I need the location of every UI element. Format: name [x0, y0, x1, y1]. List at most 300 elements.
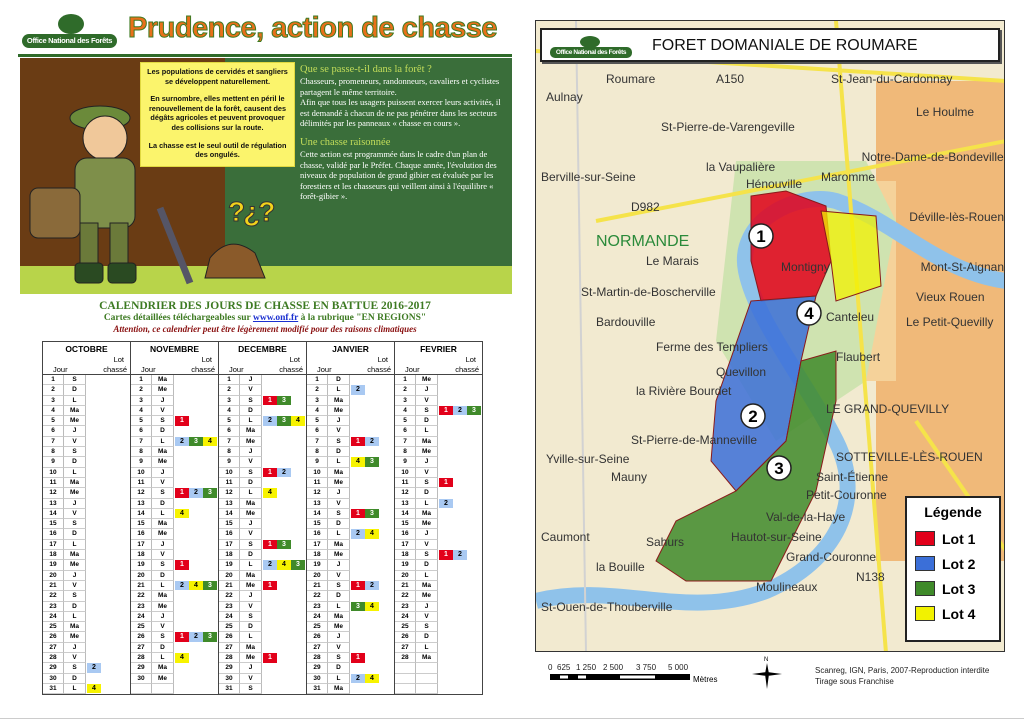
table-row [307, 591, 394, 601]
lots-hunted [174, 550, 218, 560]
weekday: Me [240, 653, 262, 663]
day-number: 28 [307, 653, 328, 663]
lots-hunted [174, 499, 218, 509]
weekday: J [416, 385, 438, 395]
weekday: D [328, 447, 350, 457]
weekday: S [240, 468, 262, 478]
lots-hunted [438, 406, 482, 416]
table-row [307, 653, 394, 663]
weekday: J [152, 396, 174, 406]
map-credits [815, 665, 989, 687]
credit-line: Tirage sous Franchise [815, 677, 894, 686]
day-number: 25 [395, 622, 416, 632]
table-row [43, 622, 130, 632]
day-number: 1 [43, 375, 64, 385]
table-row [395, 663, 482, 673]
day-number: 14 [219, 509, 240, 519]
lots-hunted [350, 560, 394, 570]
day-number: 8 [395, 447, 416, 457]
weekday: D [64, 385, 86, 395]
day-number: 3 [307, 396, 328, 406]
day-number: 24 [307, 612, 328, 622]
table-row [395, 437, 482, 447]
table-row [131, 612, 218, 622]
lots-hunted [350, 468, 394, 478]
table-row [219, 529, 306, 539]
weekday: S [152, 560, 174, 570]
table-row [395, 571, 482, 581]
divider [0, 718, 1024, 719]
day-number: 12 [395, 488, 416, 498]
lots-hunted [174, 643, 218, 653]
day-number: 22 [43, 591, 64, 601]
table-row [219, 643, 306, 653]
weekday: Me [240, 509, 262, 519]
day-number: 21 [131, 581, 152, 591]
table-row [307, 406, 394, 416]
lots-hunted [350, 632, 394, 642]
weekday: Ma [152, 375, 174, 385]
lot-1-badge: 1 [263, 540, 277, 550]
table-row [43, 591, 130, 601]
weekday: S [64, 447, 86, 457]
table-row [307, 385, 394, 395]
day-number: 9 [219, 457, 240, 467]
table-row [131, 540, 218, 550]
day-number: 14 [131, 509, 152, 519]
weekday: L [64, 612, 86, 622]
lot-2-badge: 2 [189, 632, 203, 642]
day-number: 15 [307, 519, 328, 529]
lots-hunted [174, 602, 218, 612]
lots-hunted [350, 684, 394, 694]
lots-hunted [262, 550, 306, 560]
table-row [395, 612, 482, 622]
day-number: 9 [43, 457, 64, 467]
table-row [307, 375, 394, 385]
lot-1-badge: 1 [263, 581, 277, 591]
table-row [395, 385, 482, 395]
col-lot: Lot [113, 355, 124, 364]
day-number: 4 [43, 406, 64, 416]
table-row [307, 519, 394, 529]
table-row [307, 478, 394, 488]
table-row [43, 632, 130, 642]
lot-4-badge: 4 [175, 653, 189, 663]
lots-hunted [86, 406, 130, 416]
weekday: S [416, 406, 438, 416]
weekday: L [64, 468, 86, 478]
lot-2-badge: 2 [175, 581, 189, 591]
table-row [307, 457, 394, 467]
lot-4-marker[interactable] [797, 301, 821, 325]
day-number: 17 [131, 540, 152, 550]
lots-hunted [86, 396, 130, 406]
scale-bar [548, 660, 748, 700]
lot-3-badge: 3 [467, 406, 481, 416]
col-chasse: chassé [103, 365, 127, 374]
weekday: D [240, 622, 262, 632]
col-jour: Jour [53, 365, 68, 374]
table-row [43, 385, 130, 395]
lots-hunted [438, 478, 482, 488]
day-number: 23 [307, 602, 328, 612]
month-name: FEVRIER [420, 344, 457, 354]
day-number: 12 [43, 488, 64, 498]
weekday: J [416, 529, 438, 539]
day-number: 20 [219, 571, 240, 581]
lots-hunted [174, 674, 218, 684]
day-number: 9 [131, 457, 152, 467]
day-number: 29 [131, 663, 152, 673]
lot-3-badge: 3 [203, 581, 217, 591]
weekday: V [240, 602, 262, 612]
day-number: 6 [307, 426, 328, 436]
table-row [307, 632, 394, 642]
day-number: 3 [43, 396, 64, 406]
month-header [43, 342, 130, 375]
table-row [307, 468, 394, 478]
day-number: 2 [307, 385, 328, 395]
day-number: 17 [307, 540, 328, 550]
legend-item [915, 576, 991, 601]
weekday: L [240, 632, 262, 642]
lots-hunted [262, 478, 306, 488]
lots-hunted [350, 447, 394, 457]
day-number: 13 [43, 499, 64, 509]
weekday: D [152, 499, 174, 509]
lots-hunted [174, 488, 218, 498]
table-row [395, 499, 482, 509]
table-row [395, 602, 482, 612]
weekday: J [64, 643, 86, 653]
lot-3-marker[interactable] [767, 456, 791, 480]
table-row [395, 396, 482, 406]
weekday: J [240, 663, 262, 673]
lots-hunted [350, 602, 394, 612]
weekday: Ma [152, 519, 174, 529]
info-text [300, 64, 510, 210]
lots-hunted [174, 519, 218, 529]
legend-title: Légende [924, 504, 982, 520]
table-row [219, 416, 306, 426]
weekday: D [328, 519, 350, 529]
lots-hunted [350, 457, 394, 467]
lot-4-badge: 4 [189, 581, 203, 591]
lots-hunted [86, 653, 130, 663]
lots-hunted [438, 416, 482, 426]
day-number: 5 [219, 416, 240, 426]
place-label: la Bouille [596, 560, 645, 574]
weekday: V [64, 653, 86, 663]
day-number: 28 [131, 653, 152, 663]
legend-label: Lot 4 [942, 605, 976, 622]
legend-swatch [915, 531, 935, 546]
weekday: D [416, 488, 438, 498]
weekday: J [240, 591, 262, 601]
onf-link[interactable]: www.onf.fr [252, 313, 299, 323]
lots-hunted [262, 612, 306, 622]
day-number: 23 [219, 602, 240, 612]
table-row [219, 602, 306, 612]
weekday: L [328, 674, 350, 684]
weekday: V [416, 612, 438, 622]
lots-hunted [262, 643, 306, 653]
lot-3-badge: 3 [203, 488, 217, 498]
lots-hunted [86, 478, 130, 488]
weekday: L [152, 437, 174, 447]
lots-hunted [350, 550, 394, 560]
table-row [219, 478, 306, 488]
weekday: L [416, 571, 438, 581]
weekday: D [240, 478, 262, 488]
day-number: 25 [131, 622, 152, 632]
table-row [43, 488, 130, 498]
day-number: 3 [395, 396, 416, 406]
col-jour: Jour [229, 365, 244, 374]
col-lot: Lot [201, 355, 212, 364]
day-number: 6 [131, 426, 152, 436]
weekday: S [328, 509, 350, 519]
lots-hunted [86, 643, 130, 653]
lot-2-badge: 2 [365, 437, 379, 447]
day-number: 4 [307, 406, 328, 416]
weekday: S [328, 581, 350, 591]
lots-hunted [86, 674, 130, 684]
lot-4-badge: 4 [365, 529, 379, 539]
lot-1-marker[interactable] [749, 224, 773, 248]
weekday: D [152, 426, 174, 436]
lot-2-badge: 2 [453, 406, 467, 416]
legend-item [915, 551, 991, 576]
day-number: 13 [395, 499, 416, 509]
place-label: Saint-Étienne [816, 470, 889, 484]
day-number [131, 684, 152, 694]
place-label: Montigny [781, 260, 830, 274]
lots-hunted [86, 375, 130, 385]
section-heading: Une chasse raisonnée [300, 136, 391, 148]
day-number: 8 [219, 447, 240, 457]
lot-1-badge: 1 [175, 416, 189, 426]
weekday: S [64, 591, 86, 601]
place-label: St-Ouen-de-Thouberville [541, 600, 673, 614]
weekday: L [416, 499, 438, 509]
day-number: 14 [395, 509, 416, 519]
table-row [131, 560, 218, 570]
lot-marker-label: 4 [804, 304, 814, 323]
day-number: 18 [131, 550, 152, 560]
weekday: L [328, 529, 350, 539]
lots-hunted [86, 602, 130, 612]
weekday: Ma [240, 643, 262, 653]
day-number: 22 [395, 591, 416, 601]
lots-hunted [350, 478, 394, 488]
place-label: Le Houlme [916, 105, 975, 119]
lots-hunted [86, 581, 130, 591]
table-row [131, 643, 218, 653]
table-row [43, 499, 130, 509]
scale-tick: 3 750 [636, 663, 657, 672]
lots-hunted [438, 396, 482, 406]
day-number: 6 [395, 426, 416, 436]
lot-2-badge: 2 [175, 437, 189, 447]
table-row [131, 478, 218, 488]
day-number [395, 663, 416, 673]
lots-hunted [438, 509, 482, 519]
place-label: Flaubert [836, 350, 881, 364]
table-row [395, 478, 482, 488]
lot-2-badge: 2 [453, 550, 467, 560]
calendar-subtitle: à la rubrique "EN REGIONS" [298, 313, 427, 323]
place-label: SOTTEVILLE-LÈS-ROUEN [836, 450, 983, 464]
weekday: V [328, 571, 350, 581]
weekday: V [416, 396, 438, 406]
table-row [219, 426, 306, 436]
lots-hunted [174, 457, 218, 467]
lots-hunted [350, 581, 394, 591]
day-number: 3 [219, 396, 240, 406]
lot-2-badge: 2 [263, 560, 277, 570]
table-row [219, 622, 306, 632]
lot-marker-label: 3 [774, 459, 784, 478]
day-number: 15 [43, 519, 64, 529]
weekday: V [240, 529, 262, 539]
lots-hunted [174, 437, 218, 447]
table-row [219, 560, 306, 570]
table-row [131, 457, 218, 467]
lot-2-badge: 2 [365, 581, 379, 591]
place-label: Hénouville [746, 177, 803, 191]
weekday: V [328, 499, 350, 509]
lot-3-badge: 3 [291, 560, 305, 570]
day-number: 1 [219, 375, 240, 385]
lot-2-badge: 2 [439, 499, 453, 509]
weekday: Me [152, 457, 174, 467]
weekday: V [152, 406, 174, 416]
lots-hunted [350, 643, 394, 653]
lots-hunted [262, 529, 306, 539]
day-number: 27 [219, 643, 240, 653]
lots-hunted [262, 499, 306, 509]
table-row [43, 406, 130, 416]
lot-3-badge: 3 [189, 437, 203, 447]
lot-1-badge: 1 [351, 509, 365, 519]
lots-hunted [86, 663, 130, 673]
day-number: 16 [131, 529, 152, 539]
table-row [43, 416, 130, 426]
weekday: J [328, 416, 350, 426]
lots-hunted [438, 581, 482, 591]
table-row [219, 509, 306, 519]
place-label: Le Marais [646, 254, 699, 268]
weekday: J [416, 457, 438, 467]
day-number: 1 [131, 375, 152, 385]
legend-swatch [915, 606, 935, 621]
day-number: 31 [43, 684, 64, 694]
lots-hunted [438, 519, 482, 529]
place-label: Grand-Couronne [786, 550, 877, 564]
lots-hunted [438, 529, 482, 539]
day-number: 19 [219, 560, 240, 570]
weekday: V [64, 437, 86, 447]
lots-hunted [350, 416, 394, 426]
table-row [131, 519, 218, 529]
weekday: Me [328, 622, 350, 632]
weekday [416, 663, 438, 673]
col-lot: Lot [377, 355, 388, 364]
place-label: Bardouville [596, 315, 656, 329]
place-label: Notre-Dame-de-Bondeville [861, 150, 1004, 164]
weekday: D [416, 416, 438, 426]
day-number [395, 674, 416, 684]
day-number: 23 [43, 602, 64, 612]
lots-hunted [438, 468, 482, 478]
lot-2-badge: 2 [263, 416, 277, 426]
month-name: JANVIER [332, 344, 369, 354]
lots-hunted [174, 375, 218, 385]
table-row [395, 447, 482, 457]
table-row [219, 499, 306, 509]
day-number: 15 [395, 519, 416, 529]
weekday: D [64, 602, 86, 612]
day-number: 23 [131, 602, 152, 612]
lots-hunted [86, 499, 130, 509]
lot-2-marker[interactable] [741, 404, 765, 428]
day-number: 17 [43, 540, 64, 550]
credit-line: Scanreg, IGN, Paris, 2007-Reproduction interdite [815, 666, 990, 675]
weekday: D [64, 457, 86, 467]
table-row [43, 540, 130, 550]
calendar-title: CALENDRIER DES JOURS DE CHASSE EN BATTUE 2016-2017 [99, 300, 431, 312]
lots-hunted [262, 632, 306, 642]
day-number: 27 [395, 643, 416, 653]
table-row [43, 468, 130, 478]
lots-hunted [86, 684, 130, 694]
weekday: Me [152, 674, 174, 684]
day-number: 15 [219, 519, 240, 529]
north-label: N [764, 657, 769, 663]
lot-1-badge: 1 [175, 560, 189, 570]
day-number: 29 [219, 663, 240, 673]
lot-1-badge: 1 [439, 406, 453, 416]
table-row [395, 581, 482, 591]
lots-hunted [86, 632, 130, 642]
lots-hunted [350, 529, 394, 539]
day-number: 5 [43, 416, 64, 426]
table-row [219, 406, 306, 416]
place-label: Quevillon [716, 365, 767, 379]
table-row [131, 591, 218, 601]
weekday: J [240, 519, 262, 529]
day-number: 16 [307, 529, 328, 539]
lots-hunted [86, 529, 130, 539]
place-label: Caumont [541, 530, 590, 544]
table-row [395, 643, 482, 653]
lots-hunted [174, 406, 218, 416]
day-number: 22 [219, 591, 240, 601]
weekday: Ma [152, 447, 174, 457]
month-header [219, 342, 306, 375]
weekday: Ma [240, 499, 262, 509]
lots-hunted [350, 540, 394, 550]
day-number: 24 [43, 612, 64, 622]
table-row [43, 437, 130, 447]
place-label: Canteleu [826, 310, 875, 324]
day-number: 30 [219, 674, 240, 684]
table-row [131, 416, 218, 426]
lots-hunted [174, 581, 218, 591]
day-number: 31 [307, 684, 328, 694]
